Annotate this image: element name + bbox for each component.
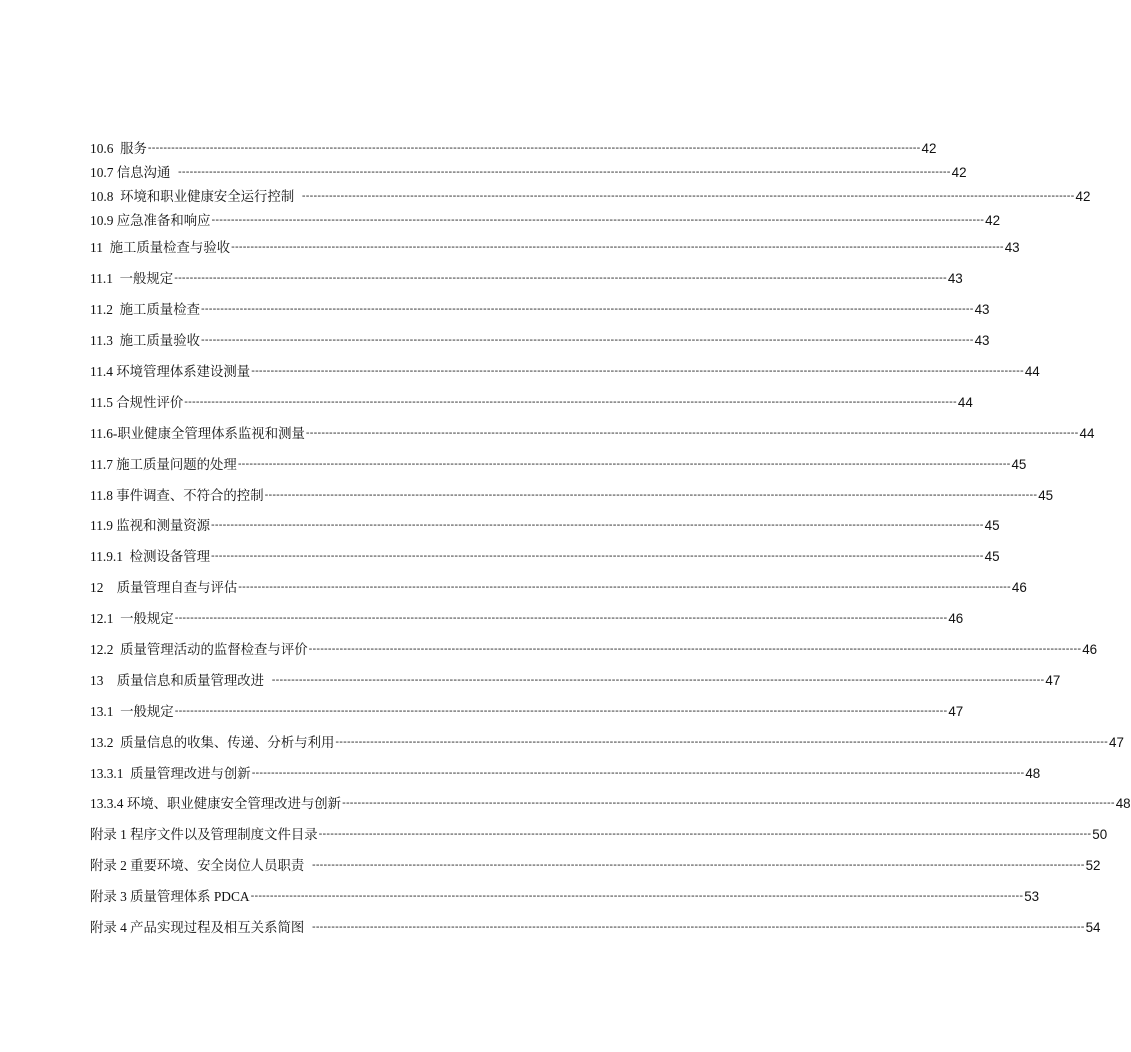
toc-entry[interactable] bbox=[90, 665, 1061, 696]
toc-entry-title: 10.6 服务 bbox=[90, 141, 147, 156]
toc-entry-title: 10.9 应急准备和响应 bbox=[90, 213, 211, 228]
toc-entry-title: 附录 2 重要环境、安全岗位人员职责 bbox=[90, 858, 311, 874]
toc-entry-title: 11.5 合规性评价 bbox=[90, 394, 184, 410]
toc-entry-page: 53 bbox=[1024, 889, 1040, 905]
toc-entry-page: 44 bbox=[1024, 364, 1040, 379]
dot-leader: -------------------------------------------------------------------------------------------------------------------------------------------------------------------------------------------------------- bbox=[174, 612, 948, 625]
toc-entry[interactable] bbox=[90, 635, 1098, 666]
dot-leader: -------------------------------------------------------------------------------------------------------------------------------------------------------------------------------------------------------- bbox=[305, 426, 1079, 439]
toc-entry[interactable] bbox=[90, 418, 1095, 449]
toc-entry[interactable] bbox=[90, 542, 1000, 573]
toc-entry[interactable] bbox=[90, 161, 967, 185]
toc-entry-title: 11.2 施工质量检查 bbox=[90, 302, 200, 318]
dot-leader: -------------------------------------------------------------------------------------------------------------------------------------------------------------------------------------------------------- bbox=[318, 828, 1092, 841]
toc-entry-title: 13.3.1 质量管理改进与创新 bbox=[90, 765, 251, 781]
dot-leader: -------------------------------------------------------------------------------------------------------------------------------------------------------------------------------------------------------- bbox=[311, 859, 1085, 872]
toc-entry[interactable] bbox=[90, 511, 1000, 542]
toc-entry-title: 附录 1 程序文件以及管理制度文件目录 bbox=[90, 827, 318, 843]
dot-leader: -------------------------------------------------------------------------------------------------------------------------------------------------------------------------------------------------------- bbox=[264, 488, 1038, 501]
dot-leader: -------------------------------------------------------------------------------------------------------------------------------------------------------------------------------------------------------- bbox=[211, 550, 984, 563]
toc-entry[interactable] bbox=[90, 449, 1027, 480]
toc-entry-title: 11.4 环境管理体系建设测量 bbox=[90, 364, 251, 379]
dot-leader: -------------------------------------------------------------------------------------------------------------------------------------------------------------------------------------------------------- bbox=[174, 272, 947, 285]
toc-entry-title: 11.9 监视和测量资源 bbox=[90, 518, 211, 534]
toc-entry[interactable] bbox=[90, 758, 1041, 789]
toc-entry-title: 12.1 一般规定 bbox=[90, 611, 174, 627]
toc-entry-title: 10.7 信息沟通 bbox=[90, 165, 178, 180]
toc-entry-title: 13.3.4 环境、职业健康安全管理改进与创新 bbox=[90, 796, 342, 812]
toc-entry-title: 11.7 施工质量问题的处理 bbox=[90, 456, 237, 472]
toc-entry-page: 47 bbox=[948, 703, 964, 719]
dot-leader: -------------------------------------------------------------------------------------------------------------------------------------------------------------------------------------------------------- bbox=[251, 365, 1024, 377]
dot-leader: -------------------------------------------------------------------------------------------------------------------------------------------------------------------------------------------------------- bbox=[251, 766, 1025, 779]
toc-entry[interactable] bbox=[90, 820, 1108, 851]
toc-entry-page: 43 bbox=[974, 302, 990, 318]
toc-entry-page: 43 bbox=[974, 333, 990, 349]
dot-leader: -------------------------------------------------------------------------------------------------------------------------------------------------------------------------------------------------------- bbox=[335, 735, 1109, 748]
dot-leader: -------------------------------------------------------------------------------------------------------------------------------------------------------------------------------------------------------- bbox=[308, 643, 1082, 656]
toc-entry-page: 45 bbox=[984, 518, 1000, 534]
toc-entry-page: 44 bbox=[957, 394, 973, 410]
dot-leader: -------------------------------------------------------------------------------------------------------------------------------------------------------------------------------------------------------- bbox=[250, 890, 1024, 903]
toc-entry-title: 11.6-职业健康全管理体系监视和测量 bbox=[90, 425, 305, 441]
toc-entry-page: 48 bbox=[1115, 796, 1131, 812]
toc-entry[interactable] bbox=[90, 295, 990, 326]
toc-entry[interactable] bbox=[90, 882, 1040, 913]
toc-entry-page: 47 bbox=[1045, 672, 1061, 688]
toc-entry-page: 42 bbox=[921, 141, 937, 156]
toc-entry[interactable] bbox=[90, 604, 964, 635]
dot-leader: -------------------------------------------------------------------------------------------------------------------------------------------------------------------------------------------------------- bbox=[231, 241, 1004, 254]
dot-leader: -------------------------------------------------------------------------------------------------------------------------------------------------------------------------------------------------------- bbox=[311, 921, 1085, 934]
toc-entry-page: 46 bbox=[948, 611, 964, 627]
toc-entry[interactable] bbox=[90, 727, 1124, 758]
toc-entry[interactable] bbox=[90, 357, 1040, 388]
toc-entry[interactable] bbox=[90, 326, 990, 357]
toc-entry-title: 11.9.1 检测设备管理 bbox=[90, 549, 211, 565]
toc-entry[interactable] bbox=[90, 851, 1101, 882]
toc-entry[interactable] bbox=[90, 387, 973, 418]
dot-leader: -------------------------------------------------------------------------------------------------------------------------------------------------------------------------------------------------------- bbox=[200, 303, 974, 316]
toc-entry-page: 48 bbox=[1025, 765, 1041, 781]
toc-entry[interactable] bbox=[90, 573, 1027, 604]
dot-leader: -------------------------------------------------------------------------------------------------------------------------------------------------------------------------------------------------------- bbox=[301, 190, 1075, 202]
toc-entry-title: 13 质量信息和质量管理改进 bbox=[90, 672, 271, 688]
table-of-contents bbox=[90, 137, 1131, 943]
toc-entry[interactable] bbox=[90, 264, 963, 295]
toc-entry-title: 13.1 一般规定 bbox=[90, 703, 174, 719]
toc-entry-page: 50 bbox=[1092, 827, 1108, 843]
dot-leader: -------------------------------------------------------------------------------------------------------------------------------------------------------------------------------------------------------- bbox=[211, 519, 984, 532]
dot-leader: -------------------------------------------------------------------------------------------------------------------------------------------------------------------------------------------------------- bbox=[237, 457, 1011, 470]
dot-leader: -------------------------------------------------------------------------------------------------------------------------------------------------------------------------------------------------------- bbox=[342, 797, 1115, 810]
toc-entry-title: 11 施工质量检查与验收 bbox=[90, 240, 231, 256]
toc-entry[interactable] bbox=[90, 185, 1091, 209]
toc-entry-page: 52 bbox=[1085, 858, 1101, 874]
toc-entry[interactable] bbox=[90, 209, 1001, 233]
toc-entry-title: 13.2 质量信息的收集、传递、分析与利用 bbox=[90, 734, 335, 750]
toc-entry-title: 12 质量管理自查与评估 bbox=[90, 580, 238, 596]
toc-entry-page: 45 bbox=[1011, 456, 1027, 472]
toc-entry-page: 42 bbox=[951, 165, 967, 180]
toc-entry-title: 11.1 一般规定 bbox=[90, 271, 174, 287]
toc-entry-page: 46 bbox=[1011, 580, 1027, 596]
toc-entry[interactable] bbox=[90, 480, 1054, 511]
toc-entry-page: 43 bbox=[1004, 240, 1020, 256]
toc-entry-page: 54 bbox=[1085, 920, 1101, 936]
toc-entry[interactable] bbox=[90, 233, 1020, 264]
toc-entry-page: 44 bbox=[1079, 425, 1095, 441]
toc-entry-title: 附录 3 质量管理体系 PDCA bbox=[90, 889, 250, 905]
dot-leader: -------------------------------------------------------------------------------------------------------------------------------------------------------------------------------------------------------- bbox=[211, 214, 985, 226]
toc-entry-page: 42 bbox=[1075, 189, 1091, 204]
dot-leader: -------------------------------------------------------------------------------------------------------------------------------------------------------------------------------------------------------- bbox=[238, 581, 1011, 594]
toc-entry-page: 46 bbox=[1082, 642, 1098, 658]
toc-entry-title: 12.2 质量管理活动的监督检查与评价 bbox=[90, 642, 308, 658]
toc-entry-page: 45 bbox=[1038, 487, 1054, 503]
dot-leader: -------------------------------------------------------------------------------------------------------------------------------------------------------------------------------------------------------- bbox=[200, 334, 974, 347]
dot-leader: -------------------------------------------------------------------------------------------------------------------------------------------------------------------------------------------------------- bbox=[174, 704, 948, 717]
toc-entry[interactable] bbox=[90, 913, 1101, 944]
toc-entry-title: 11.8 事件调查、不符合的控制 bbox=[90, 487, 264, 503]
toc-entry[interactable] bbox=[90, 789, 1131, 820]
toc-entry-page: 43 bbox=[947, 271, 963, 287]
toc-entry-title: 10.8 环境和职业健康安全运行控制 bbox=[90, 189, 301, 204]
toc-entry-title: 附录 4 产品实现过程及相互关系简图 bbox=[90, 920, 311, 936]
toc-entry-page: 45 bbox=[984, 549, 1000, 565]
dot-leader: -------------------------------------------------------------------------------------------------------------------------------------------------------------------------------------------------------- bbox=[147, 142, 921, 154]
dot-leader: -------------------------------------------------------------------------------------------------------------------------------------------------------------------------------------------------------- bbox=[184, 395, 957, 408]
toc-entry[interactable] bbox=[90, 137, 937, 161]
toc-entry-page: 47 bbox=[1109, 734, 1124, 750]
dot-leader: -------------------------------------------------------------------------------------------------------------------------------------------------------------------------------------------------------- bbox=[178, 166, 951, 178]
toc-entry-page: 42 bbox=[985, 213, 1001, 228]
dot-leader: -------------------------------------------------------------------------------------------------------------------------------------------------------------------------------------------------------- bbox=[271, 673, 1045, 686]
toc-entry[interactable] bbox=[90, 696, 964, 727]
toc-entry-title: 11.3 施工质量验收 bbox=[90, 333, 200, 349]
